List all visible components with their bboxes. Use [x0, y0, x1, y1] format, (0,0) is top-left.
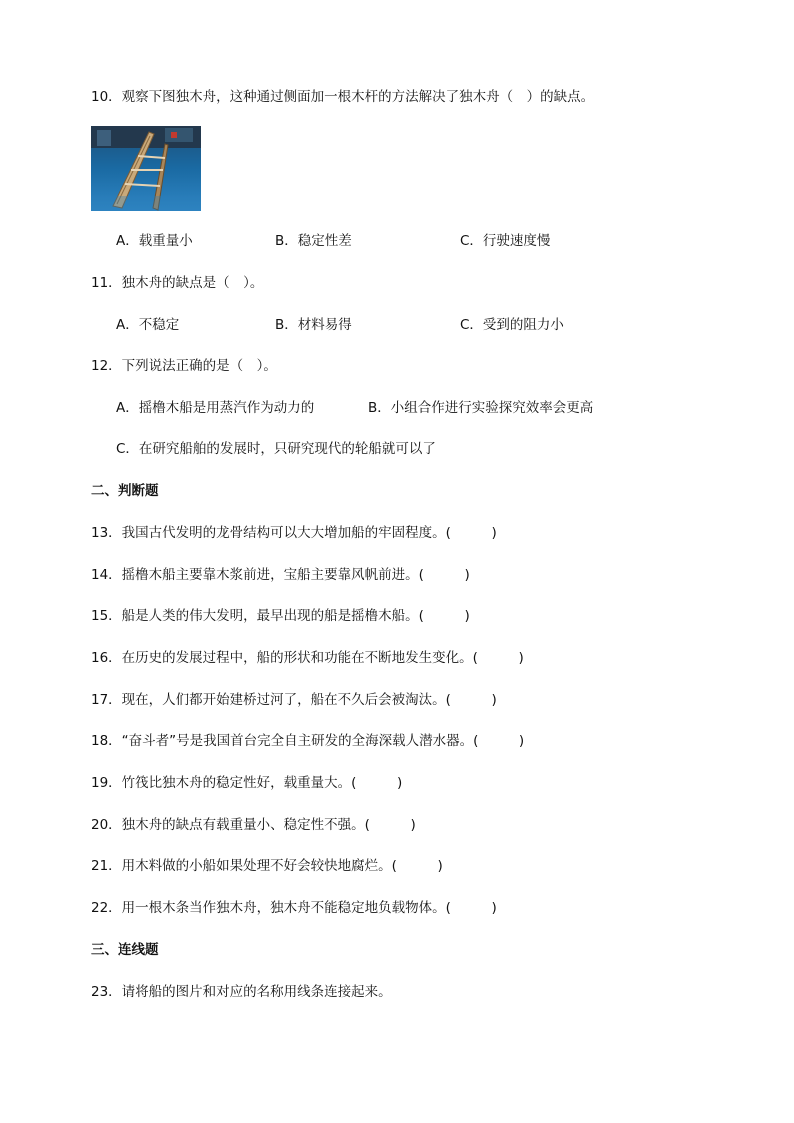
judgment-20: 20．独木舟的缺点有载重量小、稳定性不强。( ) — [91, 817, 416, 833]
outrigger-canoe-illustration — [91, 126, 201, 211]
question-11-text: 11．独木舟的缺点是（ ）。 — [91, 275, 264, 291]
judgment-21: 21．用木料做的小船如果处理不好会较快地腐烂。( ) — [91, 858, 443, 874]
judgment-22: 22．用一根木条当作独木舟，独木舟不能稳定地负载物体。( ) — [91, 900, 497, 916]
q12-option-a: A．摇橹木船是用蒸汽作为动力的 — [116, 400, 315, 416]
question-12-text: 12．下列说法正确的是（ ）。 — [91, 358, 277, 374]
judgment-14: 14．摇橹木船主要靠木浆前进，宝船主要靠风帆前进。( ) — [91, 567, 470, 583]
judgment-15: 15．船是人类的伟大发明，最早出现的船是摇橹木船。( ) — [91, 608, 470, 624]
question-10-text: 10．观察下图独木舟，这种通过侧面加一根木杆的方法解决了独木舟（ ）的缺点。 — [91, 89, 595, 105]
section-3-heading: 三、连线题 — [91, 942, 159, 958]
judgment-19: 19．竹筏比独木舟的稳定性好，载重量大。( ) — [91, 775, 403, 791]
q12-option-c: C．在研究船舶的发展时，只研究现代的轮船就可以了 — [116, 441, 436, 457]
q10-option-b: B．稳定性差 — [275, 233, 352, 249]
question-23-text: 23．请将船的图片和对应的名称用线条连接起来。 — [91, 984, 392, 1000]
q10-option-c: C．行驶速度慢 — [460, 233, 551, 249]
judgment-18: 18．“奋斗者”号是我国首台完全自主研发的全海深载人潜水器。( ) — [91, 733, 525, 749]
q11-option-b: B．材料易得 — [275, 317, 352, 333]
judgment-17: 17．现在，人们都开始建桥过河了，船在不久后会被淘汰。( ) — [91, 692, 497, 708]
q11-option-a: A．不稳定 — [116, 317, 180, 333]
judgment-13: 13．我国古代发明的龙骨结构可以大大增加船的牢固程度。( ) — [91, 525, 497, 541]
section-2-heading: 二、判断题 — [91, 483, 159, 499]
q12-option-b: B．小组合作进行实验探究效率会更高 — [368, 400, 594, 416]
q11-option-c: C．受到的阻力小 — [460, 317, 564, 333]
outrigger-canoe-photo — [91, 126, 201, 211]
q10-option-a: A．载重量小 — [116, 233, 193, 249]
judgment-16: 16．在历史的发展过程中，船的形状和功能在不断地发生变化。( ) — [91, 650, 524, 666]
